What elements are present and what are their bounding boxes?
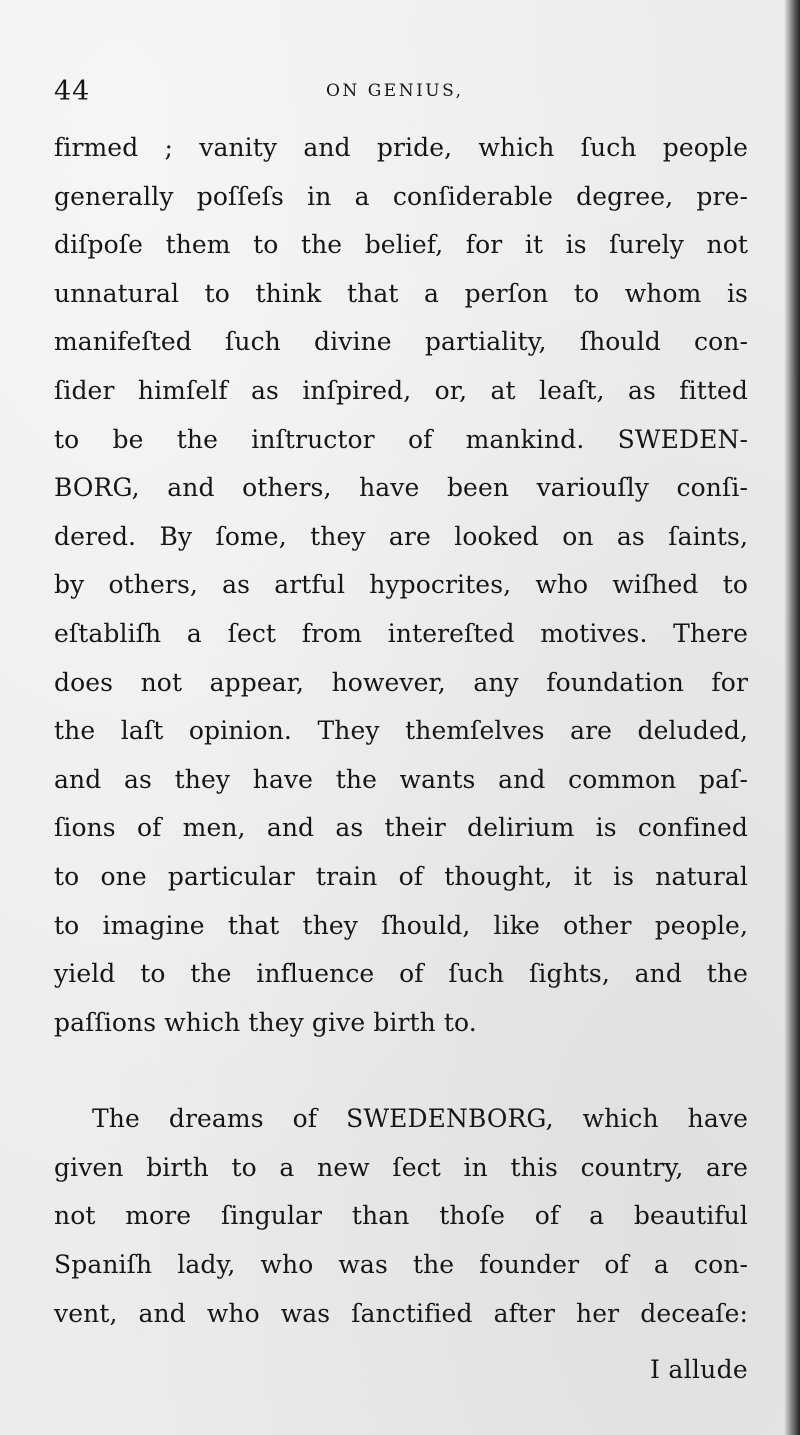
text-line: BORG, and others, have been variouſly conſi- <box>54 473 748 503</box>
paragraph-2 <box>54 1095 748 1338</box>
text-line: by others, as artful hypocrites, who wiſhed to <box>54 570 748 600</box>
text-line: to be the inſtructor of mankind. SWEDEN- <box>54 424 748 454</box>
text-line: Spaniſh lady, who was the founder of a con- <box>54 1250 748 1280</box>
running-head: ON GENIUS, <box>326 81 464 101</box>
text-line: dered. By ſome, they are looked on as ſaints, <box>54 521 748 551</box>
page-edge-shadow <box>784 0 800 1435</box>
text-line: eſtabliſh a ſect from intereſted motives. There <box>54 618 748 648</box>
body-text <box>54 124 748 1338</box>
text-line: yield to the influence of ſuch ſights, and the <box>54 959 748 989</box>
text-line: paſſions which they give birth to. <box>54 1007 477 1037</box>
text-line: manifeſted ſuch divine partiality, ſhould con- <box>54 327 748 357</box>
text-line: unnatural to think that a perſon to whom is <box>54 278 748 308</box>
text-line: ſider himſelf as inſpired, or, at leaſt, as fitted <box>54 375 748 405</box>
text-line: vent, and who was ſanctified after her deceaſe: <box>54 1298 748 1328</box>
text-line: generally poſſeſs in a conſiderable degree, pre- <box>54 181 748 211</box>
paragraph-gap <box>54 1047 748 1095</box>
text-line: to imagine that they ſhould, like other people, <box>54 910 748 940</box>
page-header <box>54 74 754 114</box>
text-line: to one particular train of thought, it is natural <box>54 861 748 891</box>
paragraph-1 <box>54 124 748 1047</box>
text-line: ſions of men, and as their delirium is confined <box>54 813 748 843</box>
text-line: and as they have the wants and common paſ- <box>54 764 748 794</box>
text-line: firmed ; vanity and pride, which ſuch people <box>54 133 748 162</box>
text-line: diſpoſe them to the belief, for it is ſurely not <box>54 230 748 260</box>
text-line: not more ſingular than thoſe of a beautiful <box>54 1201 748 1231</box>
text-line: The dreams of SWEDENBORG, which have <box>92 1104 748 1134</box>
text-line: the laſt opinion. They themſelves are deluded, <box>54 716 748 746</box>
text-line: given birth to a new ſect in this country, are <box>54 1152 748 1182</box>
catchword: I allude <box>649 1355 748 1384</box>
text-line: does not appear, however, any foundation for <box>54 667 748 697</box>
page-number: 44 <box>54 76 91 107</box>
